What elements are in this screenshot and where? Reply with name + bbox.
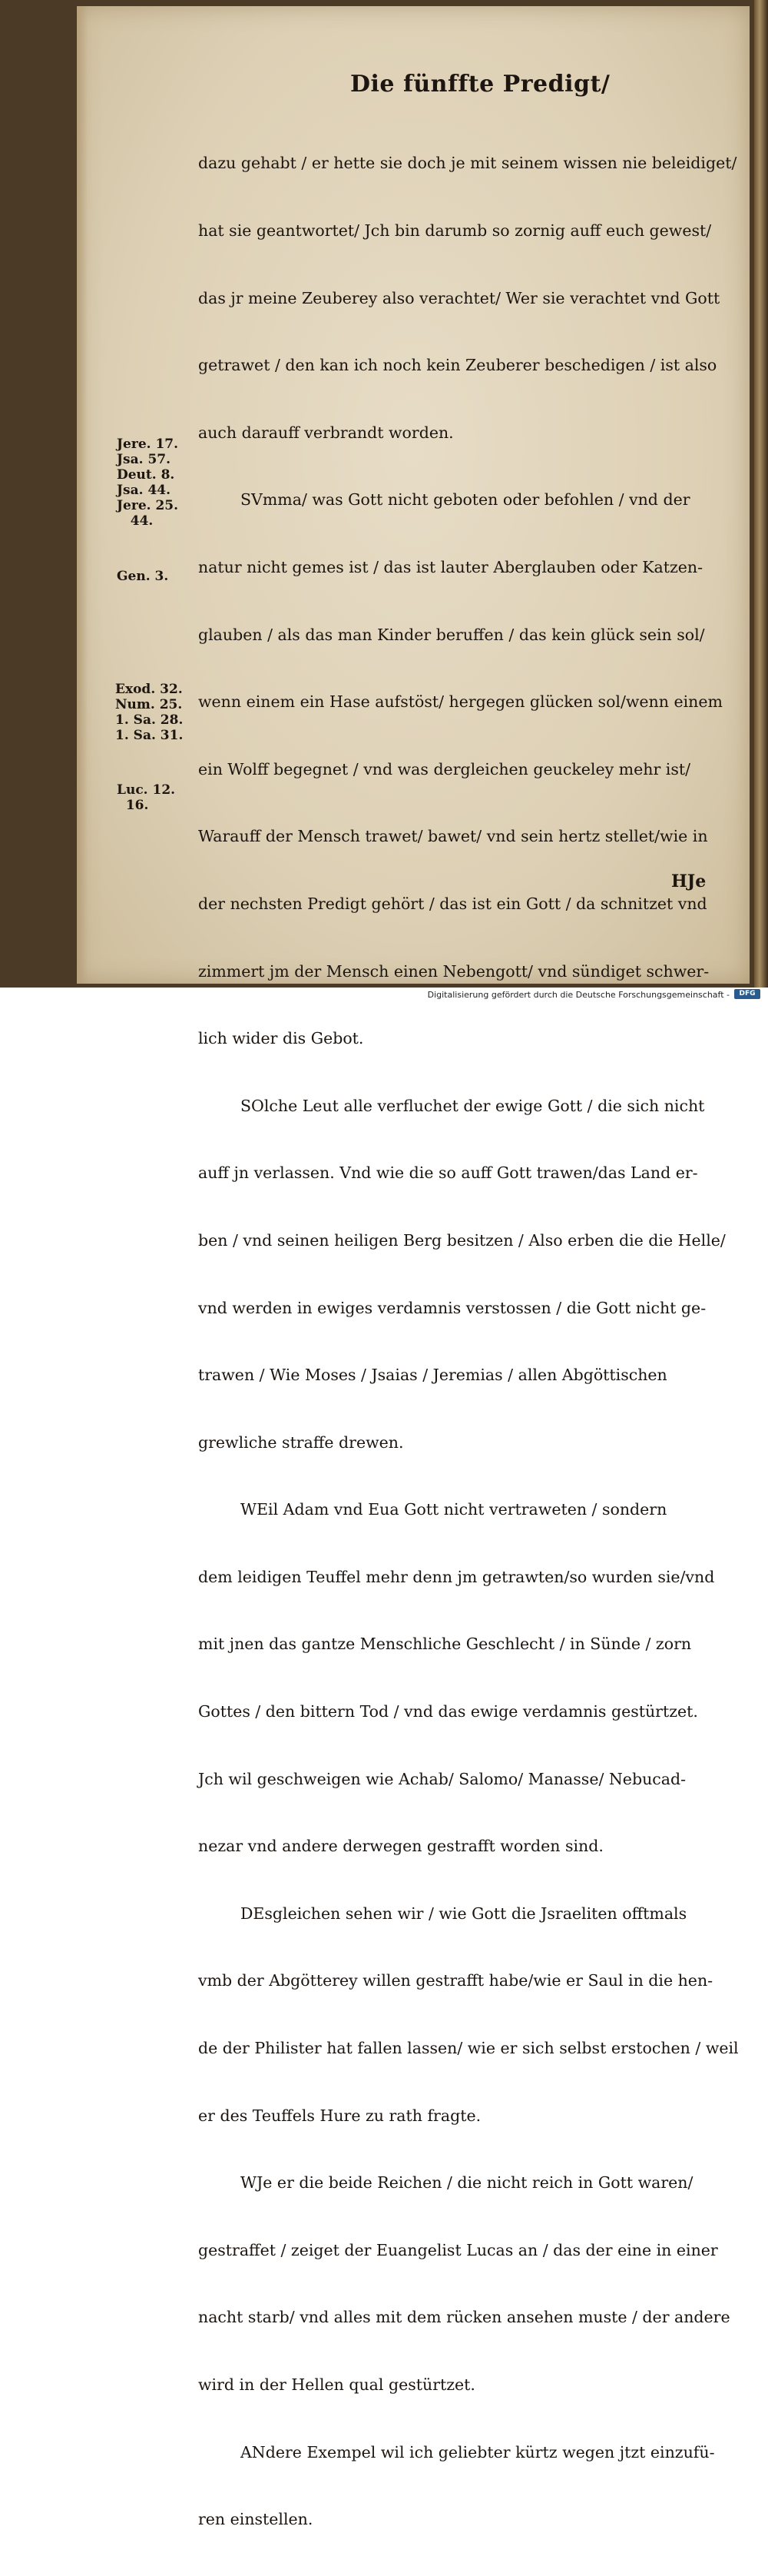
text-line: das jr meine Zeuberey also verachtet/ Wer sie verachtet vnd Gott xyxy=(198,288,720,307)
text-line: der nechsten Predigt gehört / das ist ein Gott / da schnitzet vnd xyxy=(198,894,707,913)
text-line: Warauff der Mensch trawet/ bawet/ vnd sein hertz stellet/wie in xyxy=(198,827,708,846)
book-edge xyxy=(754,0,768,988)
text-line: ein Wolff begegnet / vnd was dergleichen geuckeley mehr ist/ xyxy=(198,759,690,778)
margin-note-genesis: Gen. 3. xyxy=(117,569,169,584)
text-line: zimmert jm der Mensch einen Nebengott/ vnd sündiget schwer- xyxy=(198,961,710,981)
text-line: vmb der Abgötterey willen gestrafft habe/wie er Saul in die hen- xyxy=(198,1971,713,1990)
text-line: mit jnen das gantze Menschliche Geschlecht / in Sünde / zorn xyxy=(198,1635,692,1654)
margin-note-luke: Luc. 12. 16. xyxy=(117,782,176,813)
text-line: nezar vnd andere derwegen gestrafft worden sind. xyxy=(198,1837,604,1856)
running-head: Die fünffte Predigt/ xyxy=(350,71,611,98)
text-line: de der Philister hat fallen lassen/ wie er sich selbst erstochen / weil xyxy=(198,2039,739,2058)
text-line: Gottes / den bittern Tod / vnd das ewige verdamnis gestürtzet. xyxy=(198,1702,698,1721)
text-line: getrawet / den kan ich noch kein Zeuberer beschedigen / ist also xyxy=(198,356,717,375)
text-line: gestraffet / zeiget der Euangelist Lucas an / das der eine in einer xyxy=(198,2240,718,2259)
body-text xyxy=(198,108,739,2576)
funding-credit: Digitalisierung gefördert durch die Deutsche Forschungsgemeinschaft - xyxy=(427,990,730,1000)
text-line: DEsgleichen sehen wir / wie Gott die Jsraeliten offtmals xyxy=(240,1904,687,1923)
text-line: SOlche Leut alle verfluchet der ewige Gott / die sich nicht xyxy=(240,1096,705,1115)
text-line: er des Teuffels Hure zu rath fragte. xyxy=(198,2106,482,2125)
text-line: wenn einem ein Hase aufstöst/ hergegen glücken sol/wenn einem xyxy=(198,692,723,712)
catchword: HJe xyxy=(671,871,707,891)
text-line: nacht starb/ vnd alles mit dem rücken ansehen muste / der andere xyxy=(198,2308,730,2327)
text-line: SVmma/ was Gott nicht geboten oder befohlen / vnd der xyxy=(240,490,690,510)
text-line: ben / vnd seinen heiligen Berg besitzen / Also erben die die Helle/ xyxy=(198,1230,726,1250)
dfg-logo: DFG xyxy=(734,989,760,999)
text-line: auff jn verlassen. Vnd wie die so auff Gott trawen/das Land er- xyxy=(198,1164,698,1183)
page-shadow xyxy=(77,6,88,984)
margin-note-exodus: Exod. 32. Num. 25. 1. Sa. 28. 1. Sa. 31. xyxy=(115,682,184,743)
text-line: wird in der Hellen qual gestürtzet. xyxy=(198,2375,475,2394)
text-line: trawen / Wie Moses / Jsaias / Jeremias / allen Abgöttischen xyxy=(198,1366,667,1385)
text-line: lich wider dis Gebot. xyxy=(198,1029,364,1048)
text-line: WEil Adam vnd Eua Gott nicht vertraweten / sondern xyxy=(240,1500,667,1519)
text-line: ANdere Exempel wil ich geliebter kürtz wegen jtzt einzufü- xyxy=(240,2442,715,2461)
text-line: dazu gehabt / er hette sie doch je mit seinem wissen nie beleidiget/ xyxy=(198,154,737,173)
text-line: auch darauff verbrandt worden. xyxy=(198,423,454,442)
text-line: Jch wil geschweigen wie Achab/ Salomo/ Manasse/ Nebucad- xyxy=(198,1769,687,1788)
text-line: hat sie geantwortet/ Jch bin darumb so zornig auff euch gewest/ xyxy=(198,221,712,240)
text-line: glauben / als das man Kinder beruffen / das kein glück sein sol/ xyxy=(198,625,705,644)
text-line: ren einstellen. xyxy=(198,2510,313,2529)
text-line: natur nicht gemes ist / das ist lauter Aberglauben oder Katzen- xyxy=(198,557,703,576)
text-line: vnd werden in ewiges verdamnis verstossen / die Gott nicht ge- xyxy=(198,1298,707,1317)
margin-note-jeremiah: Jere. 17. Jsa. 57. Deut. 8. Jsa. 44. Jere. 25. 44. xyxy=(117,437,179,529)
text-line: WJe er die beide Reichen / die nicht reich in Gott waren/ xyxy=(240,2173,694,2193)
text-line: grewliche straffe drewen. xyxy=(198,1432,404,1452)
text-line: dem leidigen Teuffel mehr denn jm getrawten/so wurden sie/vnd xyxy=(198,1567,715,1586)
